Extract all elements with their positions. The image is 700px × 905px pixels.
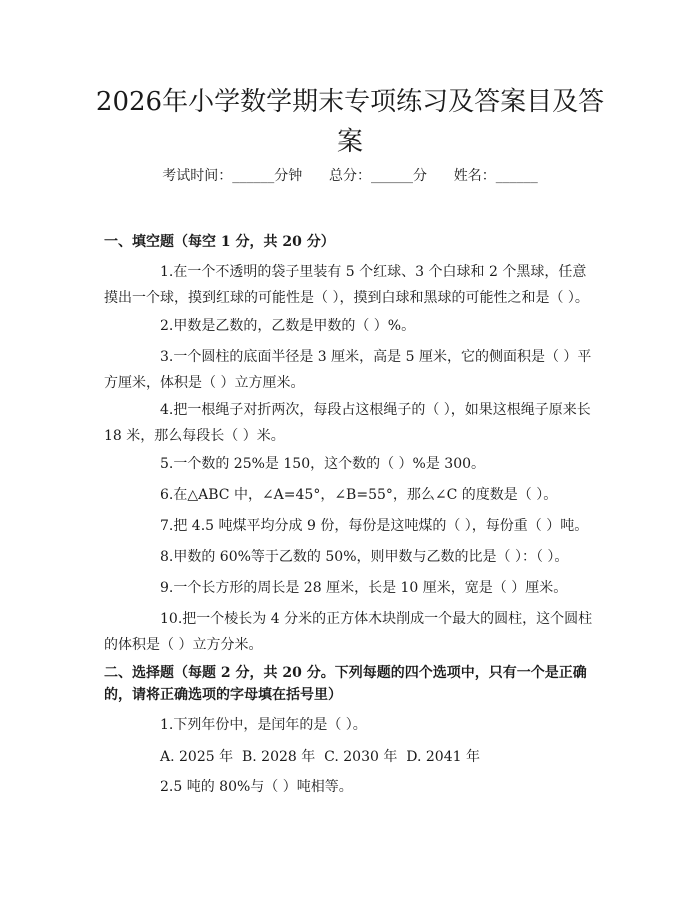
question-number: 9.: [160, 580, 174, 596]
question-1-9: [104, 575, 596, 601]
question-number: 2.: [160, 779, 174, 795]
question-number: 10.: [160, 611, 183, 627]
question-text: 下列年份中，是闰年的是（ ）。: [173, 717, 367, 733]
question-1-1: [104, 259, 596, 311]
question-2-1: [104, 712, 596, 738]
question-number: 5.: [160, 456, 174, 472]
question-1-10: [104, 606, 596, 658]
question-1-7: [104, 513, 596, 539]
question-text: 把一根绳子对折两次，每段占这根绳子的（ ），如果这根绳子原来长 18 米，那么每段长（ ）米。: [104, 402, 591, 444]
question-2-1-options: A. 2025 年 B. 2028 年 C. 2030 年 D. 2041 年: [160, 749, 480, 765]
question-number: 4.: [160, 402, 174, 418]
section-heading-fill-in: 一、填空题（每空 1 分，共 20 分）: [104, 234, 335, 250]
question-number: 1.: [160, 717, 174, 733]
question-text: 把一个棱长为 4 分米的正方体木块削成一个最大的圆柱，这个圆柱的体积是（ ）立方分米。: [104, 611, 593, 653]
question-1-3: [104, 344, 596, 396]
question-number: 1.: [160, 264, 174, 280]
question-2-2: [104, 774, 596, 800]
section-heading-multiple-choice: 二、选择题（每题 2 分，共 20 分。下列每题的四个选项中，只有一个是正确的，请将正确选项的字母填在括号里）: [104, 665, 587, 703]
question-number: 8.: [160, 549, 174, 565]
question-text: 把 4.5 吨煤平均分成 9 份，每份是这吨煤的（ ），每份重（ ）吨。: [173, 518, 589, 534]
document-title: 2026年小学数学期末专项练习及答案目及答案: [95, 87, 605, 157]
question-number: 6.: [160, 487, 174, 503]
question-number: 2.: [160, 318, 174, 334]
question-text: 一个长方形的周长是 28 厘米，长是 10 厘米，宽是（ ）厘米。: [173, 580, 568, 596]
question-text: 甲数是乙数的，乙数是甲数的（ ）%。: [173, 318, 416, 334]
question-1-4: [104, 397, 596, 449]
question-number: 3.: [160, 349, 174, 365]
question-text: 一个数的 25%是 150，这个数的（ ）%是 300。: [173, 456, 486, 472]
question-text: 甲数的 60%等于乙数的 50%，则甲数与乙数的比是（ ）：（ ）。: [173, 549, 569, 565]
question-1-2: [104, 313, 596, 339]
question-text: 在一个不透明的袋子里装有 5 个红球、3 个白球和 2 个黑球，任意摸出一个球，摸到红球的可能性是（ ），摸到白球和黑球的可能性之和是（ ）。: [104, 264, 589, 306]
question-1-5: [104, 451, 596, 477]
question-text: 5 吨的 80%与（ ）吨相等。: [173, 779, 353, 795]
question-text: 在△ABC 中，∠A=45°，∠B=55°，那么∠C 的度数是（ ）。: [173, 487, 558, 503]
question-1-6: [104, 482, 596, 508]
question-1-8: [104, 544, 596, 570]
question-text: 一个圆柱的底面半径是 3 厘米，高是 5 厘米，它的侧面积是（ ）平方厘米，体积是（ ）立方厘米。: [104, 349, 592, 391]
question-number: 7.: [160, 518, 174, 534]
exam-info-line: 考试时间：______分钟 总分：______分 姓名：______: [162, 168, 538, 184]
